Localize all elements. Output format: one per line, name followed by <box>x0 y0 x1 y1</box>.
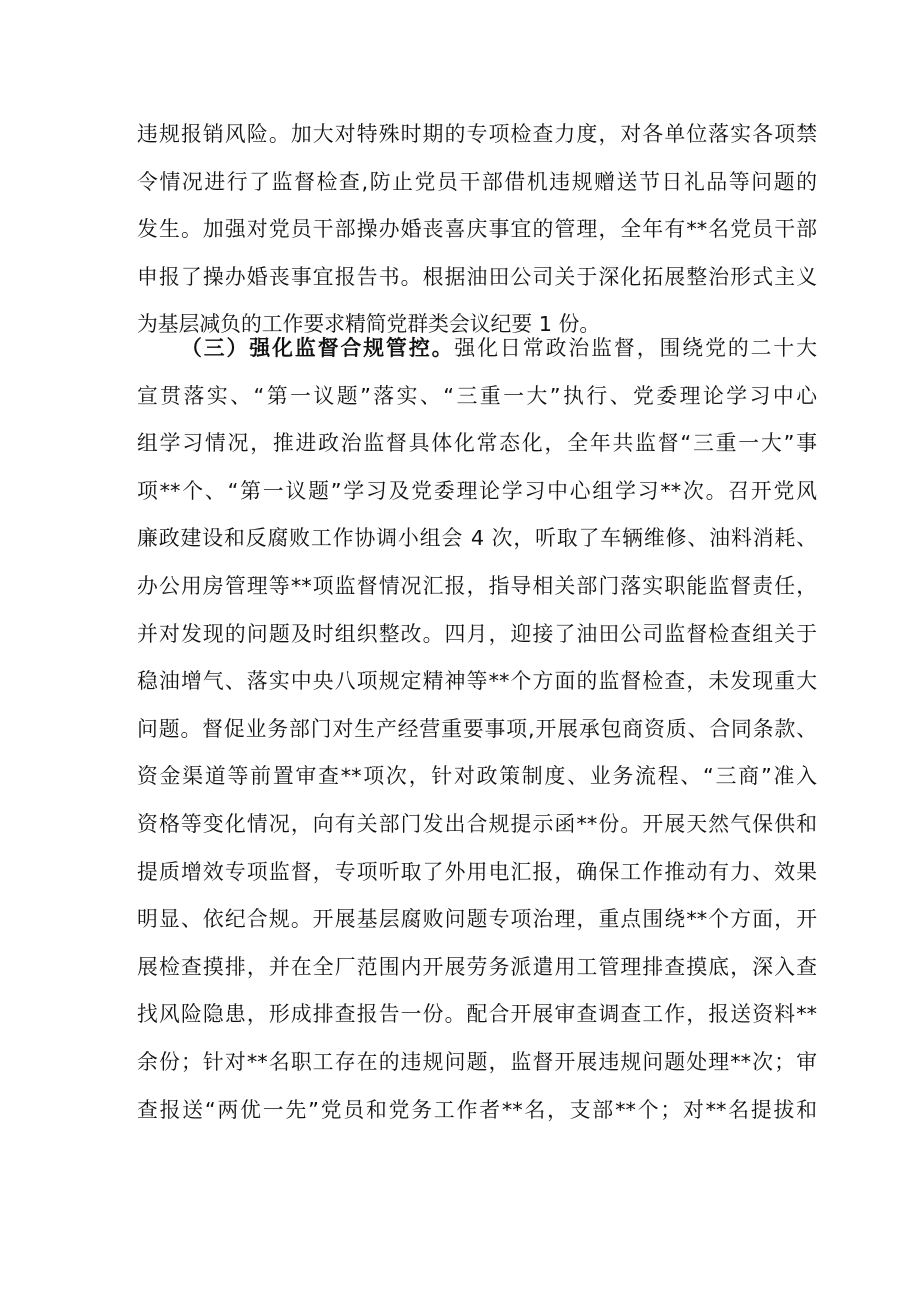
text-line: 组学习情况，推进政治监督具体化常态化，全年共监督“三重一大”事 <box>137 431 817 456</box>
text-line: 展检查摸排，并在全厂范围内开展劳务派遣用工管理排查摸底，深入查 <box>137 954 817 979</box>
text-line: 项**个、“第一议题”学习及党委理论学习中心组学习**次。召开党风 <box>137 478 817 503</box>
text-line: 查报送“两优一先”党员和党务工作者**名，支部**个；对**名提拔和 <box>137 1097 817 1122</box>
text-line: 资格等变化情况，向有关部门发出合规提示函**份。开展天然气保供和 <box>137 811 817 836</box>
text-line: 廉政建设和反腐败工作协调小组会 4 次，听取了车辆维修、油料消耗、 <box>137 526 817 551</box>
section-heading: （三）强化监督合规管控。 <box>179 336 455 360</box>
text-line: 余份；针对**名职工存在的违规问题，监督开展违规问题处理**次；审 <box>137 1049 817 1074</box>
text-run: 强化日常政治监督，围绕党的二十大 <box>454 336 817 360</box>
text-line: 明显、依纪合规。开展基层腐败问题专项治理，重点围绕**个方面，开 <box>137 907 817 932</box>
paragraph-1 <box>137 111 817 349</box>
text-line: 宣贯落实、“第一议题”落实、“三重一大”执行、党委理论学习中心 <box>137 383 817 408</box>
paragraph-2 <box>137 325 817 1134</box>
text-line: 办公用房管理等**项监督情况汇报，指导相关部门落实职能监督责任， <box>137 573 817 598</box>
text-line: 提质增效专项监督，专项听取了外用电汇报，确保工作推动有力、效果 <box>137 859 817 884</box>
text-line: 违规报销风险。加大对特殊时期的专项检查力度，对各单位落实各项禁 <box>137 122 817 146</box>
text-line: 资金渠道等前置审查**项次，针对政策制度、业务流程、“三商”准入 <box>137 764 817 789</box>
text-line: 为基层减负的工作要求精简党群类会议纪要 1 份。 <box>137 312 601 337</box>
text-line: 并对发现的问题及时组织整改。四月，迎接了油田公司监督检查组关于 <box>137 621 817 646</box>
text-line: 问题。督促业务部门对生产经营重要事项,开展承包商资质、合同条款、 <box>137 716 817 741</box>
text-line: 发生。加强对党员干部操办婚丧喜庆事宜的管理，全年有**名党员干部 <box>137 217 817 242</box>
text-line: 稳油增气、落实中央八项规定精神等**个方面的监督检查，未发现重大 <box>137 669 817 694</box>
text-line: 申报了操办婚丧事宜报告书。根据油田公司关于深化拓展整治形式主义 <box>137 264 817 289</box>
paragraph-2-first-line <box>137 325 817 373</box>
text-line: 令情况进行了监督检查,防止党员干部借机违规赠送节日礼品等问题的 <box>137 169 817 194</box>
text-line: 找风险隐患，形成排查报告一份。配合开展审查调查工作，报送资料** <box>137 1002 817 1027</box>
